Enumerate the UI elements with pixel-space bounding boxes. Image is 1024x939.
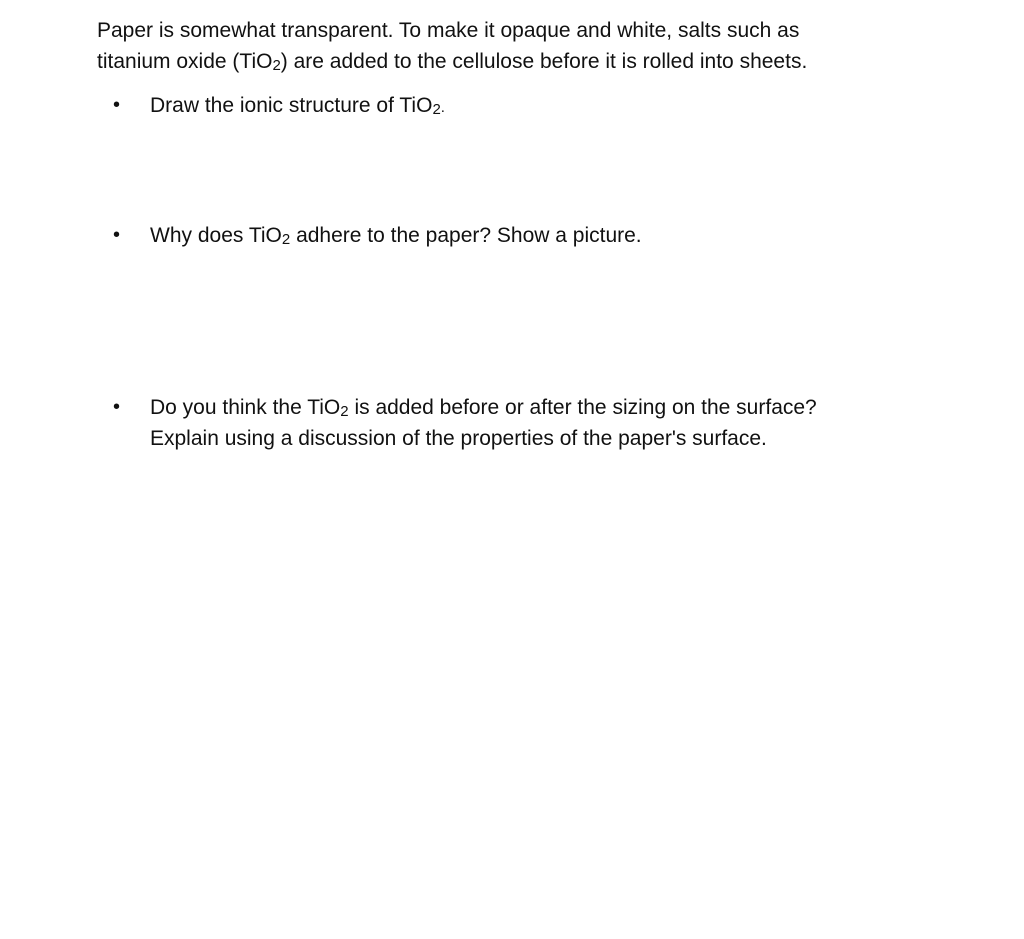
bullet-text bbox=[150, 392, 940, 454]
bullet-text-end: adhere to the paper? Show a picture. bbox=[290, 224, 642, 247]
bullet-dot-icon: • bbox=[113, 94, 121, 116]
bullet-text-part: Draw the ionic structure of TiO bbox=[150, 94, 433, 117]
bullet-line bbox=[150, 220, 940, 251]
subscript-2: 2 bbox=[272, 57, 281, 74]
intro-line-2-text-end: ) are added to the cellulose before it is rolled into sheets. bbox=[280, 50, 808, 73]
bullet-text-end: is added before or after the sizing on the surface? bbox=[348, 396, 817, 419]
intro-line-2 bbox=[97, 46, 937, 77]
bullet-dot-icon: • bbox=[113, 224, 121, 246]
intro-line-2-text: titanium oxide (TiO bbox=[97, 50, 273, 73]
bullet-dot-icon: • bbox=[113, 396, 121, 418]
intro-paragraph bbox=[97, 15, 937, 77]
subscript-2: 2 bbox=[340, 403, 349, 420]
bullet-line bbox=[150, 392, 940, 423]
bullet-text-part: Do you think the TiO bbox=[150, 396, 341, 419]
bullet-line-2: Explain using a discussion of the properties of the paper's surface. bbox=[150, 427, 767, 450]
subscript-2: 2 bbox=[281, 231, 291, 248]
subscript-2: 2 bbox=[432, 101, 441, 118]
bullet-line bbox=[150, 90, 940, 123]
bullet-text-end: . bbox=[440, 99, 445, 116]
bullet-text-part: Why does TiO bbox=[150, 224, 282, 247]
bullet-text bbox=[150, 90, 940, 123]
intro-line-1: Paper is somewhat transparent. To make it opaque and white, salts such as bbox=[97, 19, 800, 42]
bullet-text bbox=[150, 220, 940, 251]
